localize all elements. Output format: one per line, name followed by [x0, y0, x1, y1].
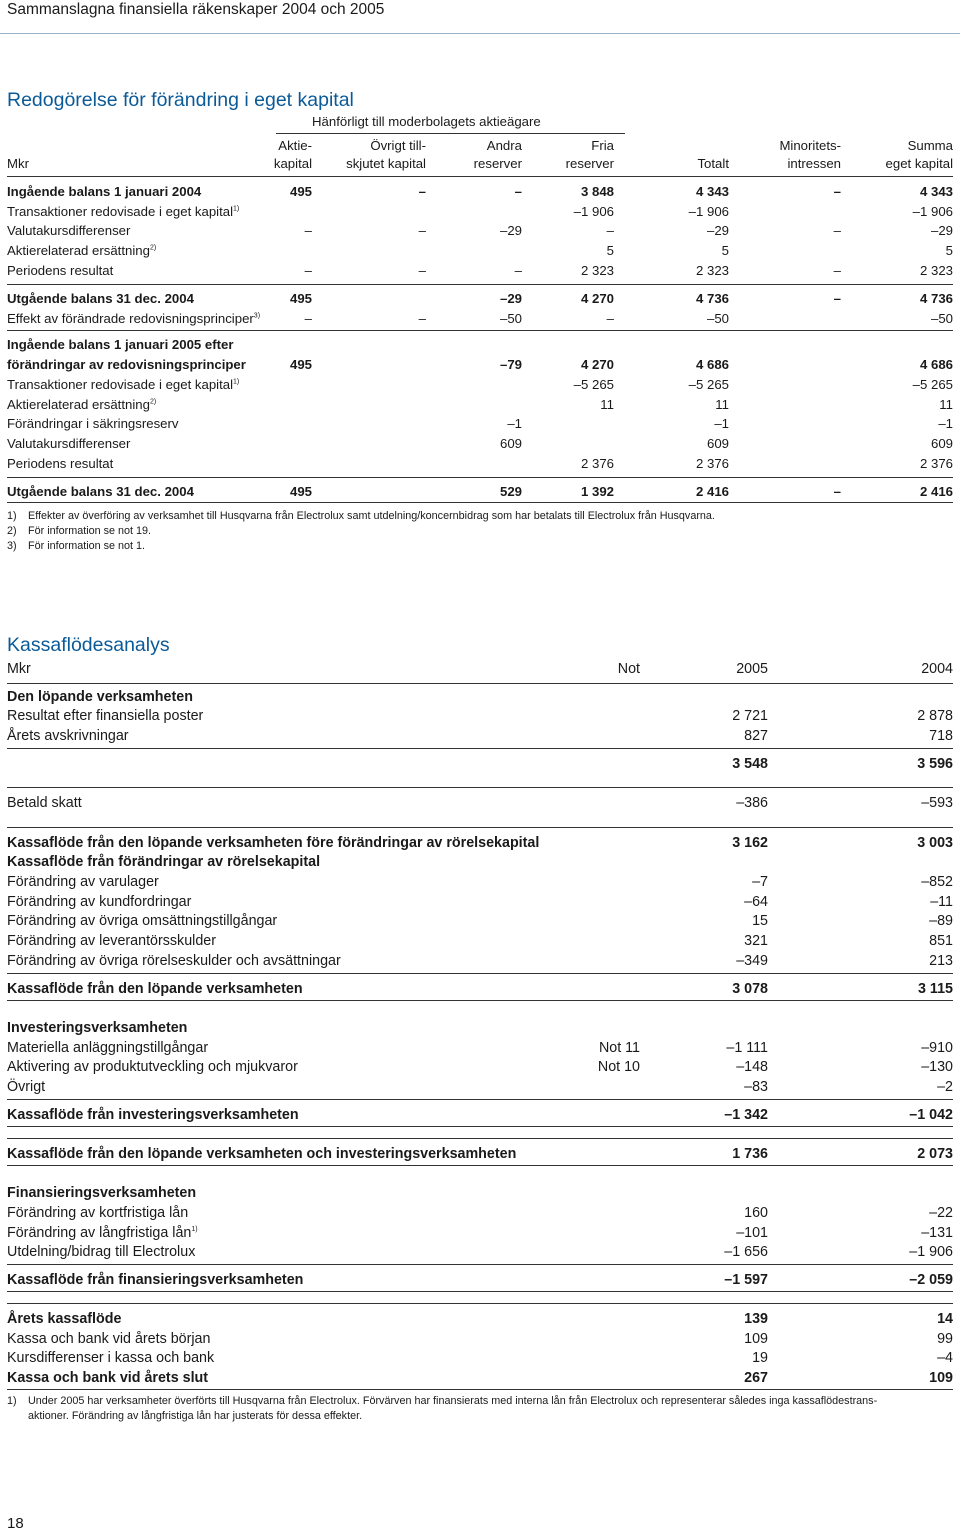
equity-row [7, 336, 953, 354]
equity-cell: 609 [499, 436, 522, 451]
cashflow-row-label: Förändring av övriga rörelseskulder och avsättningar [7, 953, 341, 969]
equity-cell: 5 [721, 243, 729, 258]
cashflow-2004-cell: –2 [937, 1079, 953, 1095]
equity-row-label: Periodens resultat [7, 263, 114, 278]
equity-row [7, 242, 953, 260]
equity-cell: 495 [289, 184, 312, 199]
equity-col-header-line2: eget kapital [885, 156, 953, 171]
equity-footnote [7, 509, 715, 524]
equity-cell: –29 [499, 291, 522, 306]
cashflow-row [7, 1058, 953, 1077]
equity-col-header-line2: reserver [565, 156, 614, 171]
cashflow-row [7, 952, 953, 971]
cashflow-2004-cell: –593 [921, 795, 953, 811]
cashflow-divider [7, 827, 953, 828]
equity-row-label: Valutakursdifferenser [7, 436, 131, 451]
cashflow-2004-cell: 3 596 [917, 756, 953, 772]
cashflow-2005-cell: –1 597 [724, 1272, 768, 1288]
equity-cell: –1 [938, 416, 953, 431]
cashflow-2004-cell: 718 [929, 728, 953, 744]
footnote-number: 1) [7, 510, 17, 522]
cashflow-divider [7, 1126, 953, 1127]
cashflow-2004-cell: –852 [921, 874, 953, 890]
cashflow-2005-cell: 15 [752, 913, 768, 929]
equity-cell: 4 686 [919, 357, 953, 372]
cashflow-col-2004: 2004 [921, 661, 953, 677]
equity-row [7, 356, 953, 374]
cashflow-2005-cell: –1 656 [724, 1244, 768, 1260]
equity-cell: –29 [499, 223, 522, 238]
equity-cell: – [304, 311, 312, 326]
footnote-ref: 1) [233, 378, 240, 386]
cashflow-row-label: Betald skatt [7, 795, 82, 811]
equity-cell: –50 [499, 311, 522, 326]
cashflow-row [7, 912, 953, 931]
cashflow-2005-cell: 139 [744, 1311, 768, 1327]
cashflow-row-label: Övrigt [7, 1079, 46, 1095]
cashflow-footnote: 1) Under 2005 har verksamheter överförts till Husqvarna från Electrolux. Förvärven har finansierats med interna lån från Electrolux och representerar således inga kassaflödestrans- [7, 1395, 878, 1407]
equity-row [7, 290, 953, 308]
equity-cell: 529 [499, 484, 522, 499]
equity-col-header-line2: skjutet kapital [346, 156, 426, 171]
cashflow-2004-cell: 213 [929, 953, 953, 969]
cashflow-row-label: Den löpande verksamheten [7, 689, 193, 705]
equity-cell: – [606, 311, 614, 326]
equity-row [7, 415, 953, 433]
equity-cell: 2 323 [919, 263, 953, 278]
equity-cell: 4 686 [695, 357, 729, 372]
cashflow-header-rule [7, 683, 953, 684]
equity-header-rule [7, 176, 953, 177]
header-divider [0, 33, 960, 34]
cashflow-section-title: Kassaflödesanalys [7, 634, 170, 656]
cashflow-row [7, 1145, 953, 1164]
cashflow-row [7, 853, 953, 872]
equity-cell: 5 [945, 243, 953, 258]
equity-cell: 495 [289, 484, 312, 499]
cashflow-2004-cell: –130 [921, 1059, 953, 1075]
equity-row-label: Utgående balans 31 dec. 2004 [7, 484, 194, 499]
equity-cell: – [833, 484, 841, 499]
cashflow-row [7, 893, 953, 912]
cashflow-row [7, 727, 953, 746]
cashflow-2004-cell: –1 042 [909, 1107, 953, 1123]
cashflow-row [7, 1204, 953, 1223]
equity-divider [7, 502, 953, 503]
cashflow-header-row [7, 660, 953, 679]
cashflow-divider [7, 787, 953, 788]
equity-group-header: Hänförligt till moderbolagets aktieägare [312, 114, 541, 129]
equity-cell: –50 [706, 311, 729, 326]
cashflow-2005-cell: 1 736 [732, 1146, 768, 1162]
footnote-number: 2) [7, 525, 17, 537]
cashflow-2005-cell: 160 [744, 1205, 768, 1221]
cashflow-row-label: Finansieringsverksamheten [7, 1185, 197, 1201]
cashflow-2004-cell: 2 073 [917, 1146, 953, 1162]
cashflow-row-label: Materiella anläggningstillgångar [7, 1040, 209, 1056]
equity-cell: 4 270 [580, 291, 614, 306]
equity-row-label: Utgående balans 31 dec. 2004 [7, 291, 194, 306]
equity-cell: – [418, 311, 426, 326]
footnote-text: För information se not 19. [28, 525, 152, 537]
equity-row-label: Effekt av förändrade redovisningsprinciper$^{3)}$ [7, 311, 261, 326]
equity-cell: – [418, 184, 426, 199]
cashflow-2004-cell: –131 [921, 1225, 953, 1241]
equity-row [7, 310, 953, 328]
equity-cell: 2 323 [695, 263, 729, 278]
cashflow-row [7, 1271, 953, 1290]
footnote-ref: 1) [191, 1226, 198, 1234]
footnote-text: För information se not 1. [28, 540, 146, 552]
cashflow-row [7, 834, 953, 853]
equity-cell: 4 343 [919, 184, 953, 199]
equity-section-title: Redogörelse för förändring i eget kapital [7, 89, 354, 111]
equity-row [7, 203, 953, 221]
equity-row [7, 183, 953, 201]
cashflow-2004-cell: –11 [930, 894, 953, 910]
cashflow-row-label: Förändring av långfristiga lån$^{1)}$ [7, 1225, 198, 1241]
footnote-ref: 2) [149, 244, 157, 252]
cashflow-2005-cell: –349 [736, 953, 768, 969]
equity-cell: – [833, 291, 841, 306]
equity-footnote [7, 524, 151, 539]
footnote-ref: 2) [149, 398, 157, 406]
cashflow-row [7, 794, 953, 813]
equity-cell: –1 [507, 416, 522, 431]
cashflow-row [7, 1369, 953, 1388]
page-number: 18 [7, 1515, 24, 1532]
equity-cell: –1 [714, 416, 729, 431]
cashflow-row-label: Kassaflöde från den löpande verksamheten före förändringar av rörelsekapital [7, 835, 540, 851]
equity-cell: –1 906 [573, 204, 614, 219]
equity-cell: 5 [606, 243, 614, 258]
cashflow-2005-cell: 3 078 [732, 981, 768, 997]
equity-cell: – [304, 223, 312, 238]
equity-cell: – [833, 184, 841, 199]
equity-cell: 4 270 [580, 357, 614, 372]
cashflow-row [7, 873, 953, 892]
cashflow-2005-cell: –386 [736, 795, 768, 811]
cashflow-row [7, 688, 953, 707]
equity-col-header-line1: Andra [486, 138, 522, 153]
cashflow-row [7, 1349, 953, 1368]
cashflow-2005-cell: –1 342 [724, 1107, 768, 1123]
equity-cell: –5 265 [912, 377, 953, 392]
cashflow-2005-cell: 3 548 [732, 756, 768, 772]
cashflow-row-label: Aktivering av produktutveckling och mjukvaror [7, 1059, 298, 1075]
equity-cell: –29 [930, 223, 953, 238]
cashflow-divider [7, 1264, 953, 1265]
equity-cell: 609 [930, 436, 953, 451]
footnote-text: Effekter av överföring av verksamhet till Husqvarna från Electrolux samt utdelning/koncernbidrag som har betalats till Electrolux från Husqvarna. [28, 510, 715, 522]
equity-divider [7, 477, 953, 478]
equity-col-header-line2: Totalt [697, 156, 729, 171]
cashflow-col-mkr: Mkr [7, 661, 31, 677]
equity-row [7, 435, 953, 453]
equity-cell: 1 392 [580, 484, 614, 499]
equity-row [7, 222, 953, 240]
cashflow-row-label: Resultat efter finansiella poster [7, 708, 204, 724]
cashflow-row [7, 1184, 953, 1203]
cashflow-divider [7, 1389, 953, 1390]
equity-col-header-line1: Summa [907, 138, 953, 153]
cashflow-2005-cell: –1 111 [726, 1040, 768, 1056]
equity-col-mkr: Mkr [7, 156, 29, 171]
cashflow-col-not: Not [617, 661, 640, 677]
equity-cell: 2 323 [580, 263, 614, 278]
equity-row-label: Ingående balans 1 januari 2004 [7, 184, 202, 199]
equity-cell: – [606, 223, 614, 238]
cashflow-2005-cell: –148 [736, 1059, 768, 1075]
equity-col-header-line1: Minoritets- [779, 138, 841, 153]
equity-cell: –29 [706, 223, 729, 238]
equity-cell: 11 [600, 397, 614, 412]
cashflow-2004-cell: –22 [929, 1205, 953, 1221]
cashflow-row-label: Investeringsverksamheten [7, 1020, 188, 1036]
cashflow-2004-cell: –910 [921, 1040, 953, 1056]
cashflow-row-label: Kassaflöde från investeringsverksamheten [7, 1107, 299, 1123]
equity-row-label: Valutakursdifferenser [7, 223, 131, 238]
cashflow-divider [7, 1303, 953, 1304]
equity-row [7, 455, 953, 473]
equity-col-header-line2: reserver [473, 156, 522, 171]
cashflow-row [7, 1106, 953, 1125]
cashflow-2004-cell: 2 878 [917, 708, 953, 724]
cashflow-2005-cell: –101 [736, 1225, 768, 1241]
cashflow-2004-cell: 14 [937, 1311, 953, 1327]
cashflow-row-label: Förändring av varulager [7, 874, 159, 890]
equity-divider [7, 284, 953, 285]
equity-cell: 3 848 [580, 184, 614, 199]
cashflow-2004-cell: –1 906 [909, 1244, 953, 1260]
equity-cell: – [514, 263, 522, 278]
equity-cell: – [418, 223, 426, 238]
cashflow-row [7, 707, 953, 726]
equity-row-label: Aktierelaterad ersättning$^{2)}$ [7, 243, 157, 258]
cashflow-row-label: Kassaflöde från den löpande verksamheten [7, 981, 303, 997]
equity-group-rule [276, 133, 625, 134]
cashflow-row-label: Kassaflöde från den löpande verksamheten och investeringsverksamheten [7, 1146, 517, 1162]
cashflow-2005-cell: 827 [744, 728, 768, 744]
cashflow-row-label: Förändring av kortfristiga lån [7, 1205, 189, 1221]
cashflow-2005-cell: 3 162 [732, 835, 768, 851]
footnote-number: 3) [7, 540, 17, 552]
equity-row-label: Periodens resultat [7, 456, 114, 471]
equity-cell: – [304, 263, 312, 278]
equity-cell: 2 416 [919, 484, 953, 499]
cashflow-row-label: Kursdifferenser i kassa och bank [7, 1350, 215, 1366]
equity-cell: 11 [715, 397, 729, 412]
footnote-ref: 1) [233, 205, 240, 213]
equity-cell: – [514, 184, 522, 199]
cashflow-2004-cell: 109 [929, 1370, 953, 1386]
cashflow-row [7, 1243, 953, 1262]
cashflow-2004-cell: 851 [929, 933, 953, 949]
cashflow-row-label: Kassa och bank vid årets början [7, 1331, 211, 1347]
equity-divider [7, 330, 953, 331]
equity-cell: 2 376 [580, 456, 614, 471]
equity-row [7, 262, 953, 280]
cashflow-row-label: Förändring av kundfordringar [7, 894, 192, 910]
equity-row-label: Aktierelaterad ersättning$^{2)}$ [7, 397, 157, 412]
equity-cell: –79 [499, 357, 522, 372]
cashflow-row-label: Kassa och bank vid årets slut [7, 1370, 209, 1386]
cashflow-2004-cell: 99 [937, 1331, 953, 1347]
equity-cell: – [418, 263, 426, 278]
cashflow-row [7, 980, 953, 999]
cashflow-2005-cell: 19 [752, 1350, 768, 1366]
equity-cell: 495 [289, 357, 312, 372]
equity-col-header-line2: intressen [787, 156, 841, 171]
equity-row-label: Transaktioner redovisade i eget kapital$^{1)}$ [7, 204, 240, 219]
running-header: Sammanslagna finansiella räkenskaper 2004 och 2005 [7, 1, 385, 18]
equity-cell: –1 906 [688, 204, 729, 219]
equity-row [7, 483, 953, 501]
equity-cell: 4 736 [695, 291, 729, 306]
cashflow-divider [7, 748, 953, 749]
equity-row [7, 396, 953, 414]
cashflow-divider [7, 1165, 953, 1166]
equity-cell: 2 416 [695, 484, 729, 499]
cashflow-note-cell: Not 11 [598, 1040, 640, 1056]
cashflow-note-cell: Not 10 [597, 1059, 640, 1075]
equity-row-label: Transaktioner redovisade i eget kapital$^{1)}$ [7, 377, 240, 392]
equity-col-header-line1: Övrigt till- [370, 138, 426, 153]
equity-cell: 4 736 [919, 291, 953, 306]
equity-cell: – [833, 263, 841, 278]
cashflow-row [7, 1330, 953, 1349]
equity-cell: –50 [930, 311, 953, 326]
cashflow-row [7, 1039, 953, 1058]
equity-cell: 4 343 [695, 184, 729, 199]
cashflow-row-label: Förändring av leverantörsskulder [7, 933, 216, 949]
equity-cell: –5 265 [573, 377, 614, 392]
cashflow-row-label: Årets avskrivningar [7, 728, 129, 744]
equity-col-header-line1: Aktie- [278, 138, 312, 153]
equity-row-label: Förändringar i säkringsreserv [7, 416, 179, 431]
cashflow-2005-cell: –64 [744, 894, 768, 910]
cashflow-row [7, 1224, 953, 1243]
equity-col-header-line2: kapital [273, 156, 312, 171]
equity-cell: 609 [706, 436, 729, 451]
cashflow-2005-cell: –7 [752, 874, 768, 890]
cashflow-2005-cell: 267 [744, 1370, 768, 1386]
cashflow-divider [7, 1000, 953, 1001]
cashflow-row-label: Utdelning/bidrag till Electrolux [7, 1244, 196, 1260]
cashflow-2004-cell: 3 003 [917, 835, 953, 851]
cashflow-row [7, 755, 953, 774]
cashflow-2004-cell: –89 [929, 913, 953, 929]
equity-cell: 2 376 [695, 456, 729, 471]
equity-cell: 11 [939, 397, 953, 412]
equity-row [7, 376, 953, 394]
cashflow-2005-cell: –83 [744, 1079, 768, 1095]
equity-cell: – [833, 223, 841, 238]
cashflow-divider [7, 1291, 953, 1292]
equity-cell: –5 265 [688, 377, 729, 392]
equity-row-label: förändringar av redovisningsprinciper [7, 357, 246, 372]
cashflow-row-label: Kassaflöde från förändringar av rörelsekapital [7, 854, 321, 870]
equity-col-header-line1: Fria [591, 138, 614, 153]
cashflow-row-label: Förändring av övriga omsättningstillgångar [7, 913, 278, 929]
cashflow-row [7, 1078, 953, 1097]
cashflow-2005-cell: 109 [744, 1331, 768, 1347]
cashflow-row [7, 932, 953, 951]
equity-footnote [7, 539, 145, 554]
cashflow-2004-cell: –2 059 [909, 1272, 953, 1288]
footnote-ref: 3) [253, 312, 261, 320]
cashflow-col-2005: 2005 [736, 661, 768, 677]
cashflow-2004-cell: –4 [937, 1350, 953, 1366]
cashflow-2005-cell: 2 721 [732, 708, 768, 724]
cashflow-row-label: Kassaflöde från finansieringsverksamheten [7, 1272, 304, 1288]
cashflow-divider [7, 1138, 953, 1139]
cashflow-row [7, 1019, 953, 1038]
equity-cell: –1 906 [912, 204, 953, 219]
cashflow-divider [7, 1099, 953, 1100]
cashflow-footnote-cont: aktioner. Förändring av långfristiga lån har justerats för dessa effekter. [28, 1410, 363, 1422]
cashflow-divider [7, 973, 953, 974]
cashflow-row-label: Årets kassaflöde [7, 1311, 122, 1327]
equity-cell: 495 [289, 291, 312, 306]
equity-row-label: Ingående balans 1 januari 2005 efter [7, 337, 234, 352]
equity-cell: 2 376 [919, 456, 953, 471]
cashflow-row [7, 1310, 953, 1329]
cashflow-2005-cell: 321 [744, 933, 768, 949]
cashflow-2004-cell: 3 115 [918, 981, 953, 997]
